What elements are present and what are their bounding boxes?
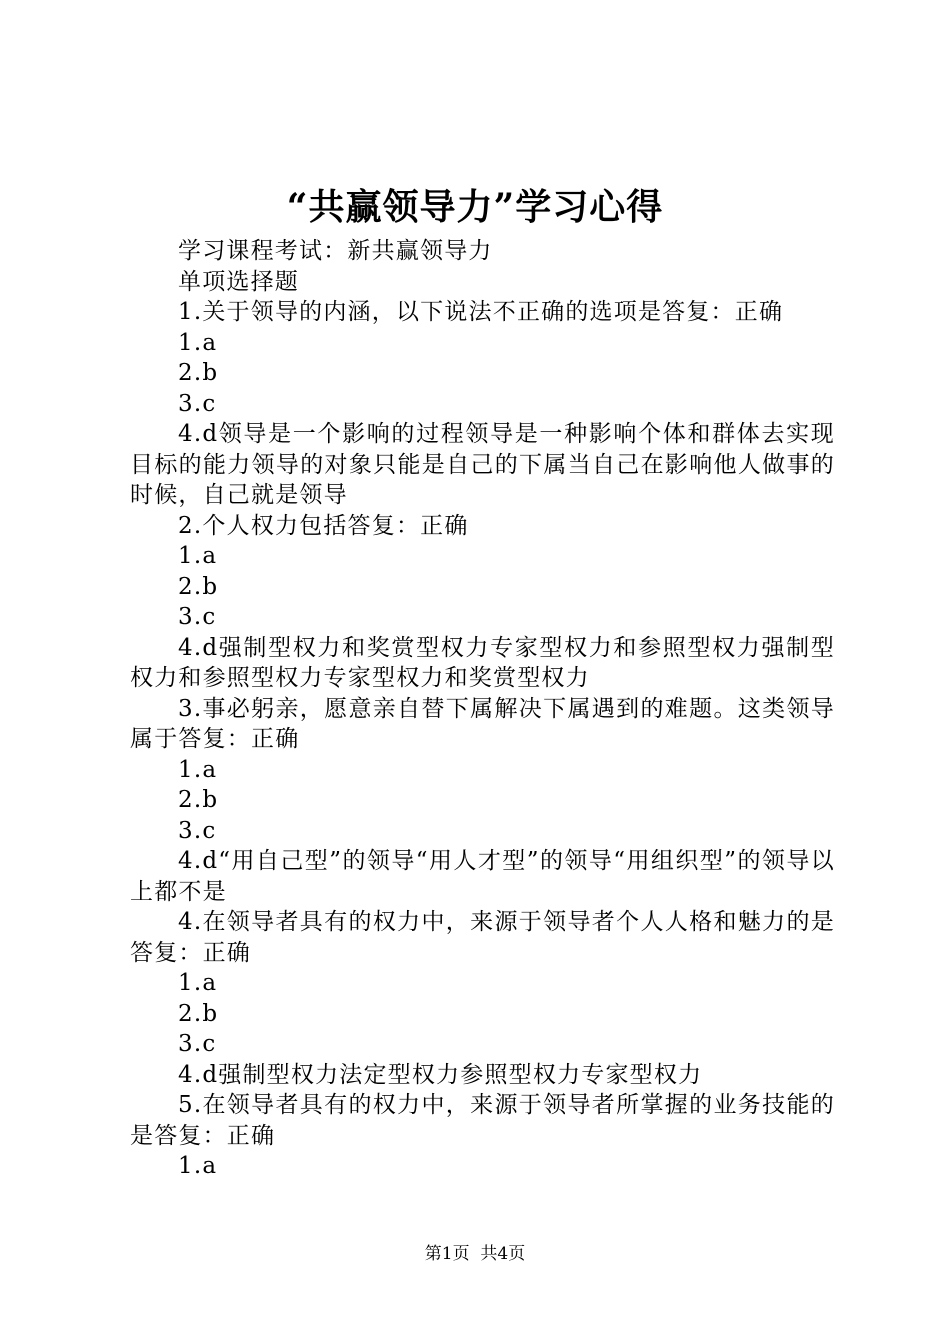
option-d: 4.d领导是一个影响的过程领导是一种影响个体和群体去实现目标的能力领导的对象只能是自己的下属当自己在影响他人做事的时候，自己就是领导 [130, 421, 835, 508]
page-footer [0, 1242, 950, 1266]
option-a: 1.a [178, 970, 218, 996]
option-a: 1.a [178, 756, 218, 783]
question-2: 2.个人权力包括答复：正确 [178, 512, 469, 539]
question-4: 4.在领导者具有的权力中，来源于领导者个人人格和魅力的是答复：正确 [130, 909, 835, 966]
question-3: 3.事必躬亲，愿意亲自替下属解决下属遇到的难题。这类领导属于答复：正确 [130, 695, 835, 752]
option-b: 2.b [178, 787, 219, 813]
question-5: 5.在领导者具有的权力中，来源于领导者所掌握的业务技能的是答复：正确 [130, 1092, 835, 1149]
question-1: 1.关于领导的内涵，以下说法不正确的选项是答复：正确 [178, 299, 784, 325]
option-c: 3.c [178, 390, 217, 417]
course-exam-line: 学习课程考试：新共赢领导力 [178, 238, 493, 264]
option-c: 3.c [178, 817, 217, 844]
option-b: 2.b [178, 573, 219, 600]
option-a: 1.a [178, 329, 218, 356]
document-title: “共赢领导力”学习心得 [286, 186, 664, 228]
page-number-label: 第1页 共4页 [424, 1244, 526, 1264]
option-a: 1.a [178, 1153, 218, 1179]
option-d: 4.d“用自己型”的领导“用人才型”的领导“用组织型”的领导以上都不是 [130, 848, 835, 905]
option-d: 4.d强制型权力和奖赏型权力专家型权力和参照型权力强制型权力和参照型权力专家型权力和奖赏型权力 [130, 634, 835, 691]
option-a: 1.a [178, 543, 218, 569]
section-heading: 单项选择题 [178, 268, 299, 295]
option-b: 2.b [178, 1000, 219, 1027]
document-body [130, 236, 835, 1182]
option-b: 2.b [178, 360, 219, 386]
option-c: 3.c [178, 604, 217, 630]
option-c: 3.c [178, 1031, 217, 1057]
option-d: 4.d强制型权力法定型权力参照型权力专家型权力 [178, 1061, 703, 1088]
